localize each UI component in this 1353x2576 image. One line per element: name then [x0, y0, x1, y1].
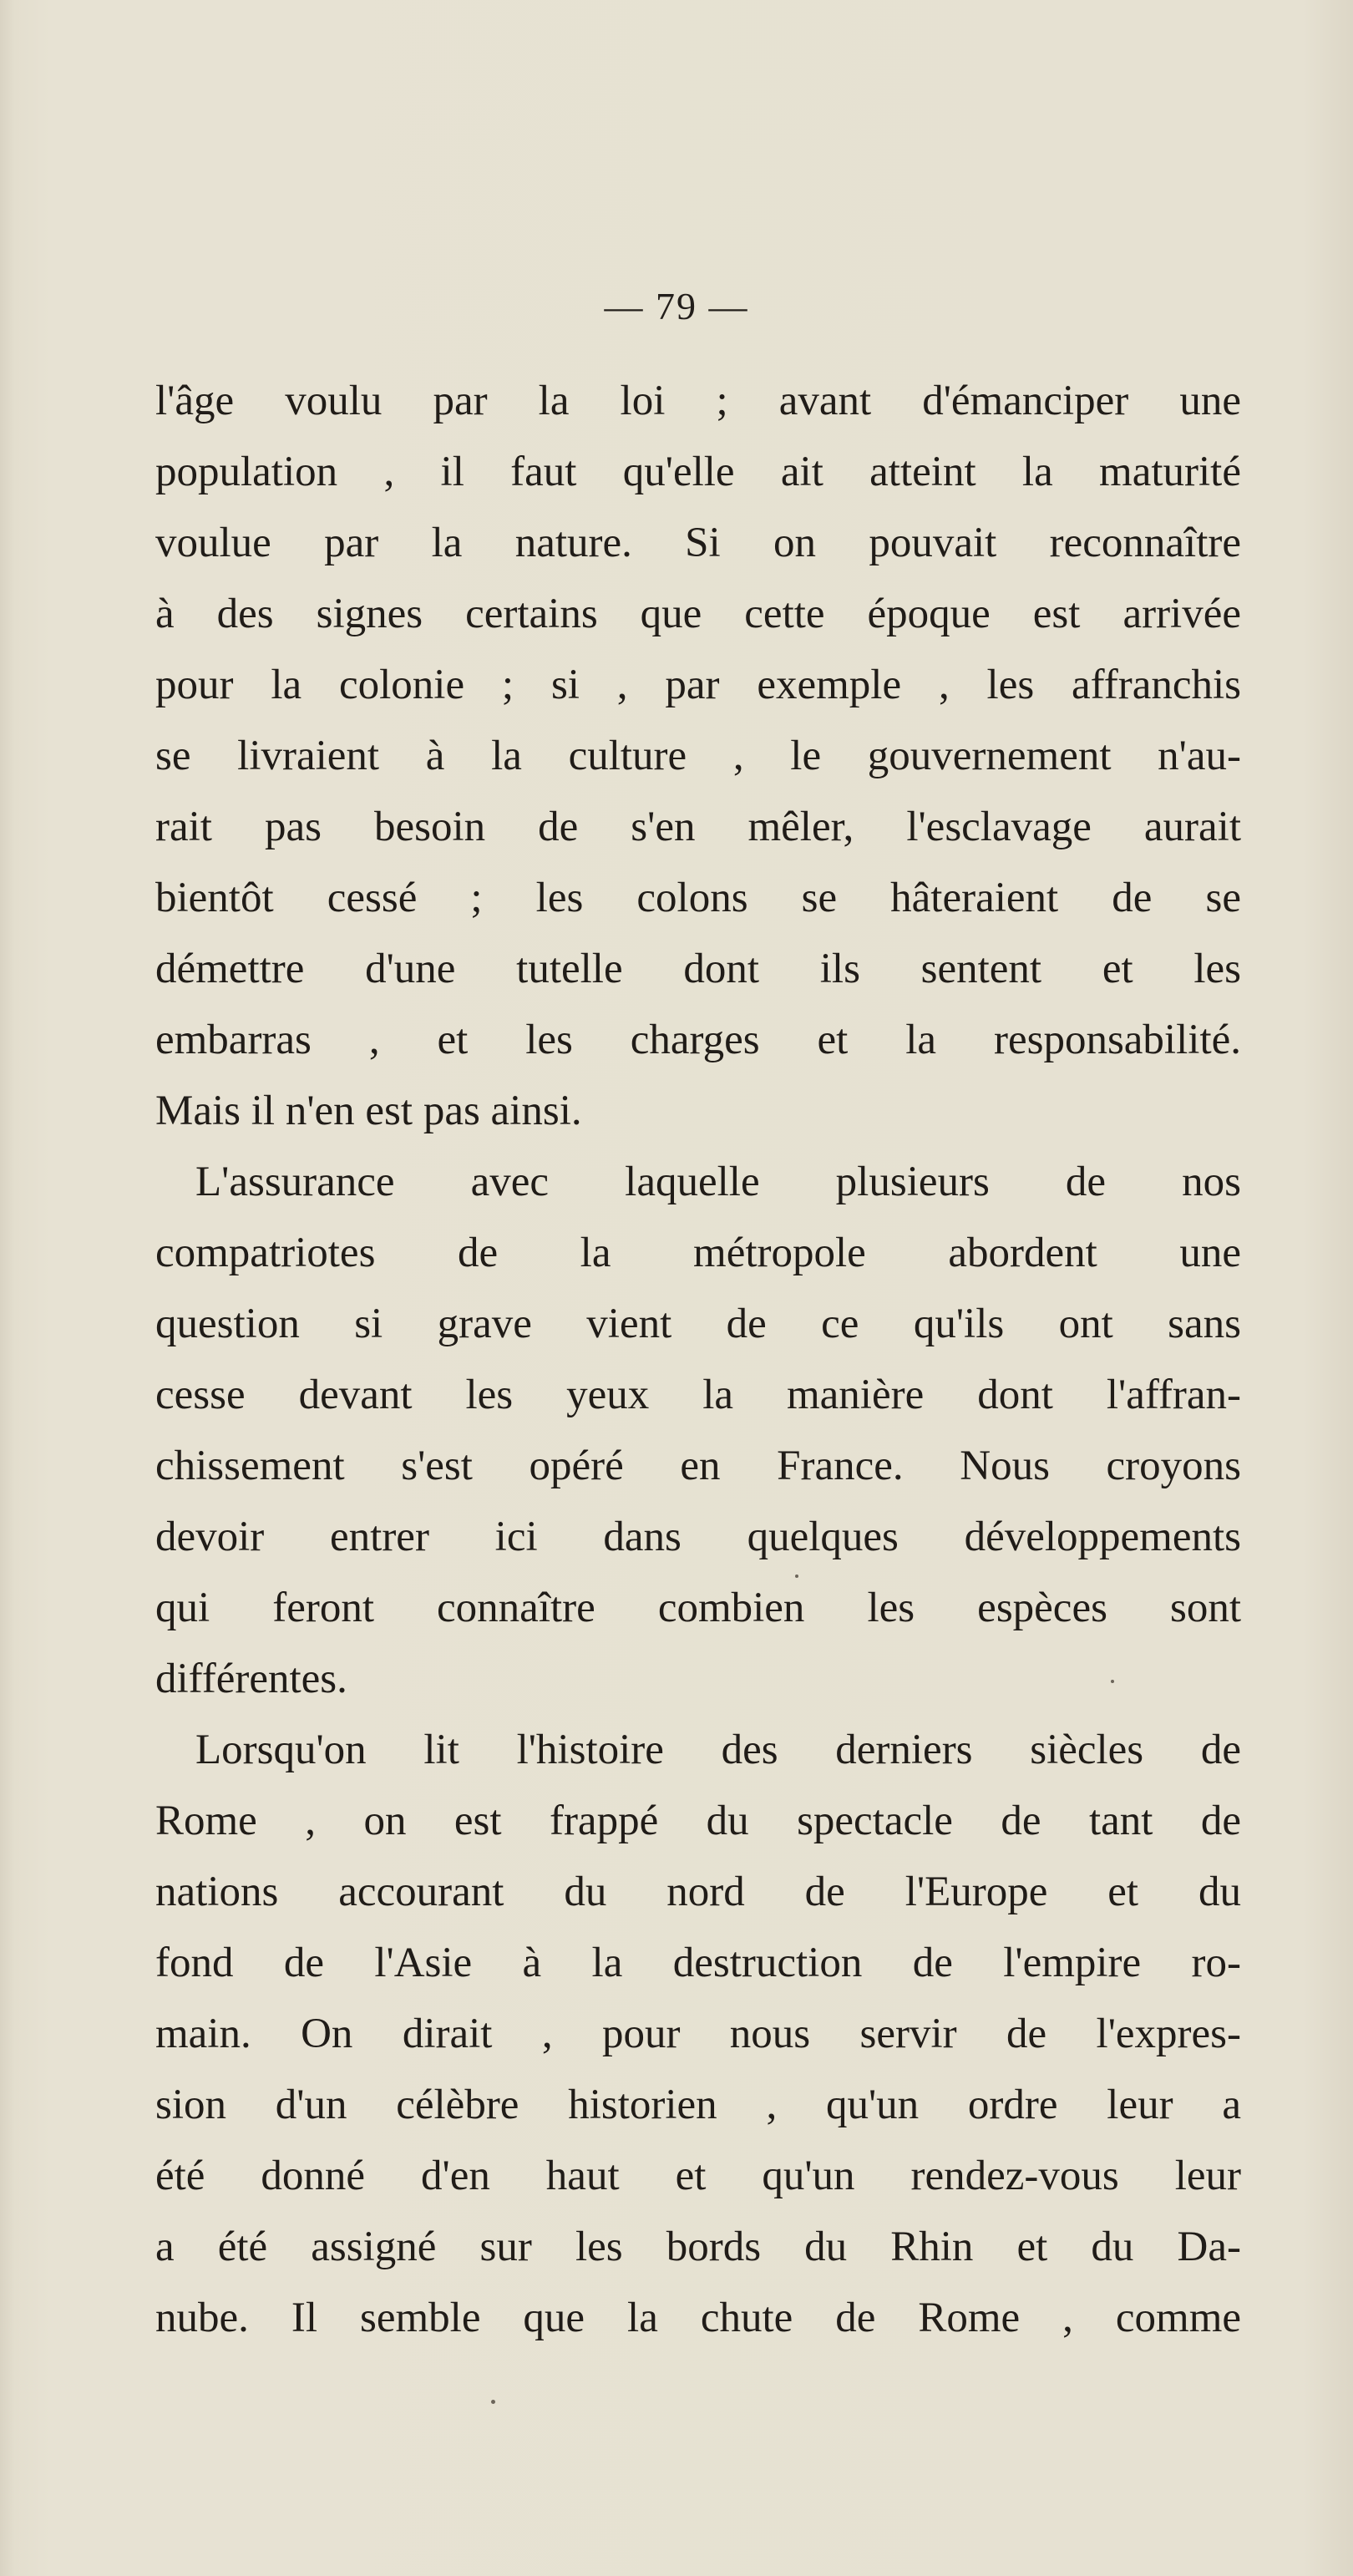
text-line: à des signes certains que cette époque est arrivée	[155, 591, 1241, 637]
text-line: population , il faut qu'elle ait atteint la maturité	[155, 449, 1241, 495]
text-line: nube. Il semble que la chute de Rome , comme	[155, 2295, 1241, 2341]
page-number: — 79 —	[604, 285, 749, 327]
text-line: bientôt cessé ; les colons se hâteraient de se	[155, 875, 1241, 921]
text-line: l'âge voulu par la loi ; avant d'émanciper une	[155, 378, 1241, 424]
text-line: Lorsqu'on lit l'histoire des derniers siècles de	[195, 1727, 1241, 1773]
paper-speck	[795, 1575, 798, 1578]
text-line: main. On dirait , pour nous servir de l'expres-	[155, 2011, 1241, 2057]
text-line: cesse devant les yeux la manière dont l'affran-	[155, 1372, 1241, 1418]
text-line: compatriotes de la métropole abordent une	[155, 1230, 1241, 1276]
text-line: rait pas besoin de s'en mêler, l'esclavage aurait	[155, 804, 1241, 850]
text-line: démettre d'une tutelle dont ils sentent et les	[155, 946, 1241, 992]
text-line: chissement s'est opéré en France. Nous croyons	[155, 1443, 1241, 1489]
paper-speck	[1111, 1680, 1114, 1683]
text-line: pour la colonie ; si , par exemple , les affranchis	[155, 662, 1241, 708]
text-line: Mais il n'en est pas ainsi.	[155, 1088, 582, 1134]
text-line: Rome , on est frappé du spectacle de tant de	[155, 1798, 1241, 1844]
text-line: qui feront connaître combien les espèces sont	[155, 1585, 1241, 1631]
text-line: été donné d'en haut et qu'un rendez-vous leur	[155, 2153, 1241, 2199]
text-line: différentes.	[155, 1656, 347, 1702]
text-line: nations accourant du nord de l'Europe et du	[155, 1869, 1241, 1915]
text-line: sion d'un célèbre historien , qu'un ordre leur a	[155, 2082, 1241, 2128]
text-line: se livraient à la culture , le gouvernement n'au-	[155, 733, 1241, 779]
text-line: a été assigné sur les bords du Rhin et du Da-	[155, 2224, 1241, 2270]
text-line: fond de l'Asie à la destruction de l'empire ro-	[155, 1940, 1241, 1986]
text-line: question si grave vient de ce qu'ils ont sans	[155, 1301, 1241, 1347]
text-line: devoir entrer ici dans quelques développements	[155, 1514, 1241, 1560]
paper-speck	[491, 2400, 495, 2404]
text-line: L'assurance avec laquelle plusieurs de nos	[195, 1159, 1241, 1205]
text-line: voulue par la nature. Si on pouvait reconnaître	[155, 520, 1241, 566]
body-text	[155, 366, 1241, 2354]
text-line: embarras , et les charges et la responsabilité.	[155, 1017, 1241, 1063]
